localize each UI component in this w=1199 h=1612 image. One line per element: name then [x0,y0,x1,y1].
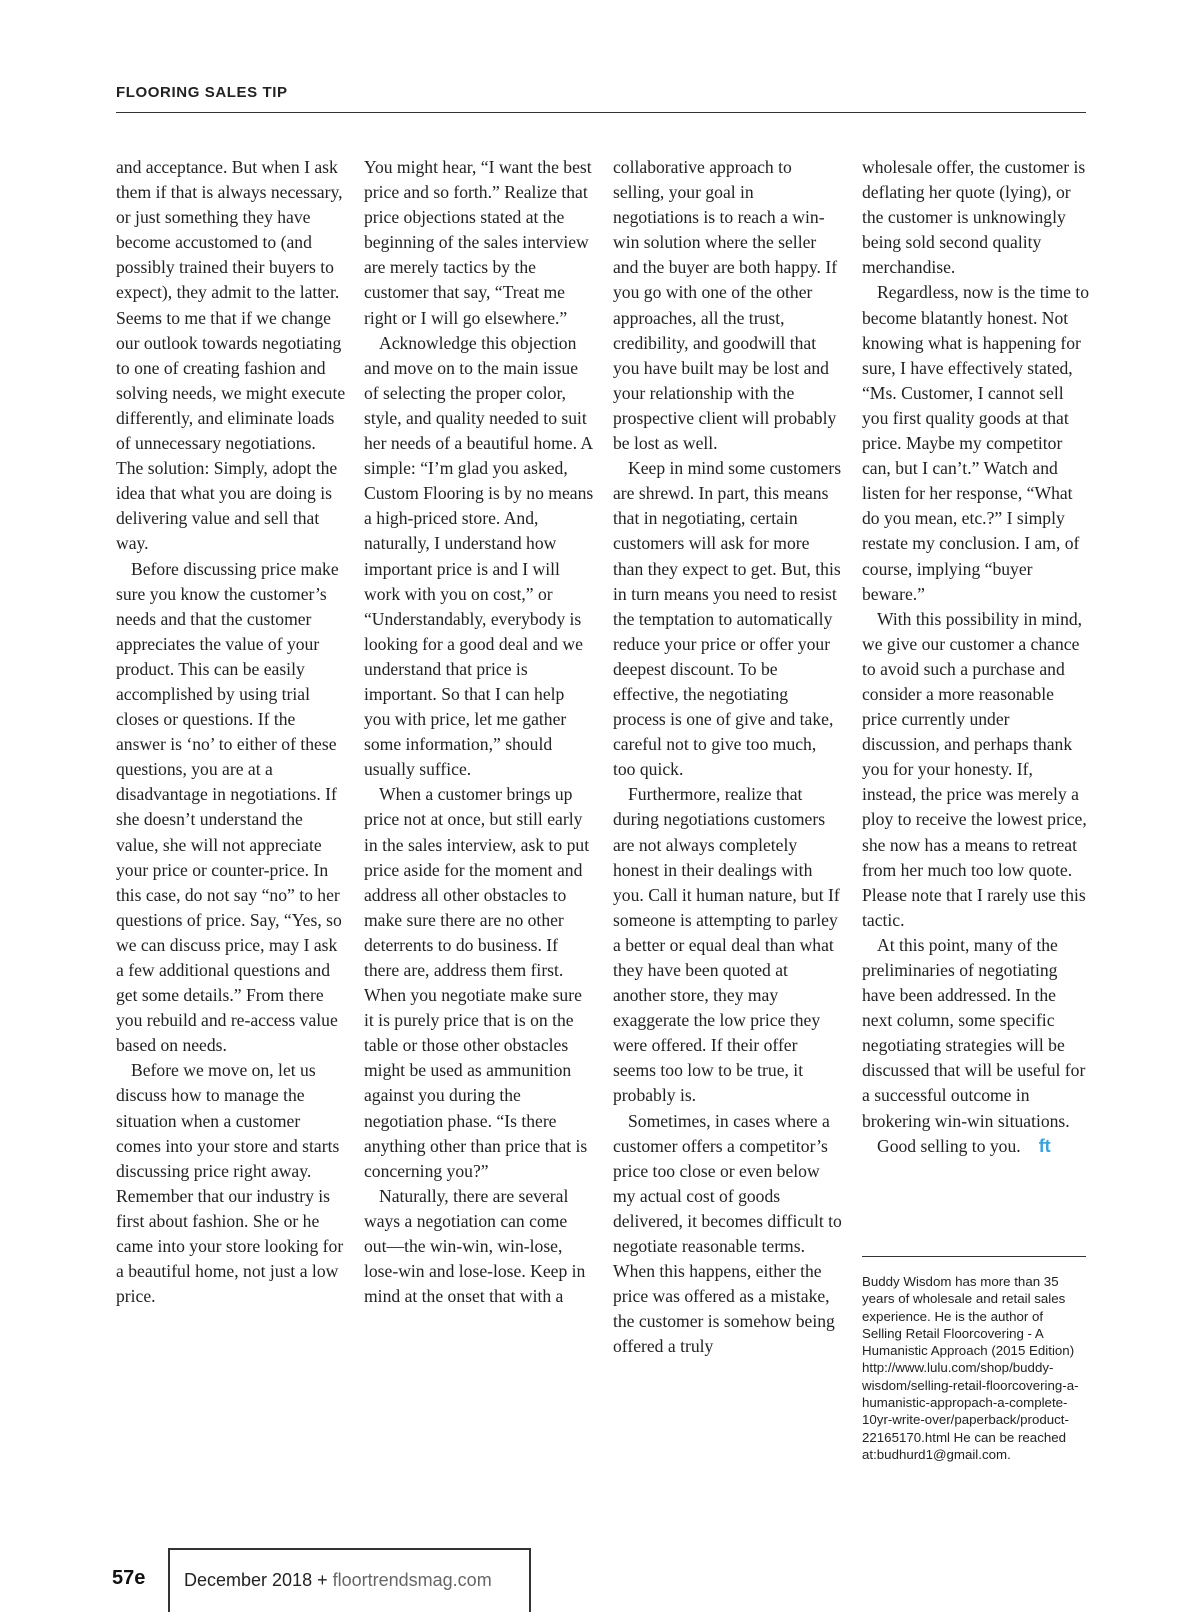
section-label: FLOORING SALES TIP [116,84,288,101]
page-number: 57e [112,1567,146,1589]
closing-text: Good selling to you. [877,1135,1021,1156]
article-paragraph: Furthermore, realize that during negotiations customers are not always completely honest in their dealings with you. Call it human nature, but If someone is attempting to parley a better or equal deal than what they have been quoted at another store, they may exaggerate the low price they were offered. If their offer seems too low to be true, it probably is. [613,784,840,1106]
footer-separator: + [317,1570,328,1590]
article-paragraph: At this point, many of the preliminaries of negotiating have been addressed. In the next column, some specific negotiating strategies will be discussed that will be useful for a successful outcome in brokering win-win situations. [862,934,1086,1131]
article-paragraph: When a customer brings up price not at once, but still early in the sales interview, ask to put price aside for the moment and address all other obstacles to make sure there are no other deterrents to do business. If there are, address them first. When you negotiate make sure it is purely price that is on the table or those other obstacles might be used as ammunition against you during the negotiation phase. “Is there anything other than price that is concerning you?” [364,784,590,1181]
article-column-4 [862,155,1090,1159]
article-paragraph: Before discussing price make sure you know the customer’s needs and that the customer appreciates the value of your product. This can be easily accomplished by using trial closes or questions. If the answer is ‘no’ to either of these questions, you are at a disadvantage in negotiations. If she doesn’t understand the value, she will not appreciate your price or counter-price. In this case, do not say “no” to her questions of price. Say, “Yes, so we can discuss price, may I ask a few additional questions and get some details.” From there you rebuild and re-access value based on needs. [116,558,342,1056]
article-paragraph: Before we move on, let us discuss how to manage the situation when a customer comes into your store and starts discussing price right away. Remember that our industry is first about fashion. She or he came into your store looking for a beautiful home, not just a low price. [116,1060,344,1307]
footer-box [168,1548,531,1612]
article-column-3 [613,155,843,1360]
website-link[interactable]: floortrendsmag.com [332,1570,492,1590]
article-paragraph: wholesale offer, the customer is deflating her quote (lying), or the customer is unknowingly being sold second quality merchandise. [862,157,1086,278]
article-column-1 [116,155,346,1309]
page-header [116,82,1086,113]
author-bio: Buddy Wisdom has more than 35 years of wholesale and retail sales experience. He is the author of Selling Retail Floorcovering - A Humanistic Approach (2015 Edition) http://www.lulu.com/shop/buddy-wisdom/selling-retail-floorcovering-a-humanistic-appropach-a-complete-10yr-write-over/paperback/product-22165170.html He can be reached at:budhurd1@gmail.com. [862,1256,1086,1463]
issue-date: December 2018 [184,1570,313,1590]
article-paragraph: and acceptance. But when I ask them if that is always necessary, or just something they have become accustomed to (and possibly trained their buyers to expect), they admit to the latter. Seems to me that if we change our outlook towards negotiating to one of creating fashion and solving needs, we might execute differently, and eliminate loads of unnecessary negotiations. The solution: Simply, adopt the idea that what you are doing is delivering value and sell that way. [116,157,346,554]
article-closing [862,1134,1090,1159]
article-paragraph: Naturally, there are several ways a negotiation can come out—the win-win, win-lose, lose-win and lose-lose. Keep in mind at the onset that with a [364,1185,586,1307]
article-paragraph: Acknowledge this objection and move on to the main issue of selecting the proper color, style, and quality needed to suit her needs of a beautiful home. A simple: “I’m glad you asked, Custom Flooring is by no means a high-priced store. And, naturally, I understand how important price is and I will work with you on cost,” or “Understandably, everybody is looking for a good deal and we understand that price is important. So that I can help you with price, let me gather some information,” should usually suffice. [364,332,594,780]
article-paragraph: With this possibility in mind, we give our customer a chance to avoid such a purchase and consider a more reasonable price currently under discussion, and perhaps thank you for your honesty. If, instead, the price was merely a ploy to receive the lowest price, she now has a means to retreat from her much too low quote. Please note that I rarely use this tactic. [862,608,1087,930]
article-paragraph: Keep in mind some customers are shrewd. In part, this means that in negotiating, certain customers will ask for more than they expect to get. But, this in turn means you need to resist the temptation to automatically reduce your price or offer your deepest discount. To be effective, the negotiating process is one of give and take, careful not to give too much, too quick. [613,458,842,780]
article-paragraph: You might hear, “I want the best price and so forth.” Realize that price objections stated at the beginning of the sales interview are merely tactics by the customer that say, “Treat me right or I will go elsewhere.” [364,157,592,328]
ft-logo: ft [1038,1135,1051,1156]
article-column-2 [364,155,594,1309]
article-paragraph: Sometimes, in cases where a customer offers a competitor’s price too close or even below my actual cost of goods delivered, it becomes difficult to negotiate reasonable terms. When this happens, either the price was offered as a mistake, the customer is somehow being offered a truly [613,1110,842,1357]
article-paragraph: collaborative approach to selling, your goal in negotiations is to reach a win-win solution where the seller and the buyer are both happy. If you go with one of the other approaches, all the trust, credibility, and goodwill that you have built may be lost and your relationship with the prospective client will probably be lost as well. [613,157,838,454]
footer-text [184,1570,492,1591]
article-paragraph: Regardless, now is the time to become blatantly honest. Not knowing what is happening for sure, I have effectively stated, “Ms. Customer, I cannot sell you first quality goods at that price. Maybe my competitor can, but I can’t.” Watch and listen for her response, “What do you mean, etc.?” I simply restate my conclusion. I am, of course, implying “buyer beware.” [862,282,1090,604]
